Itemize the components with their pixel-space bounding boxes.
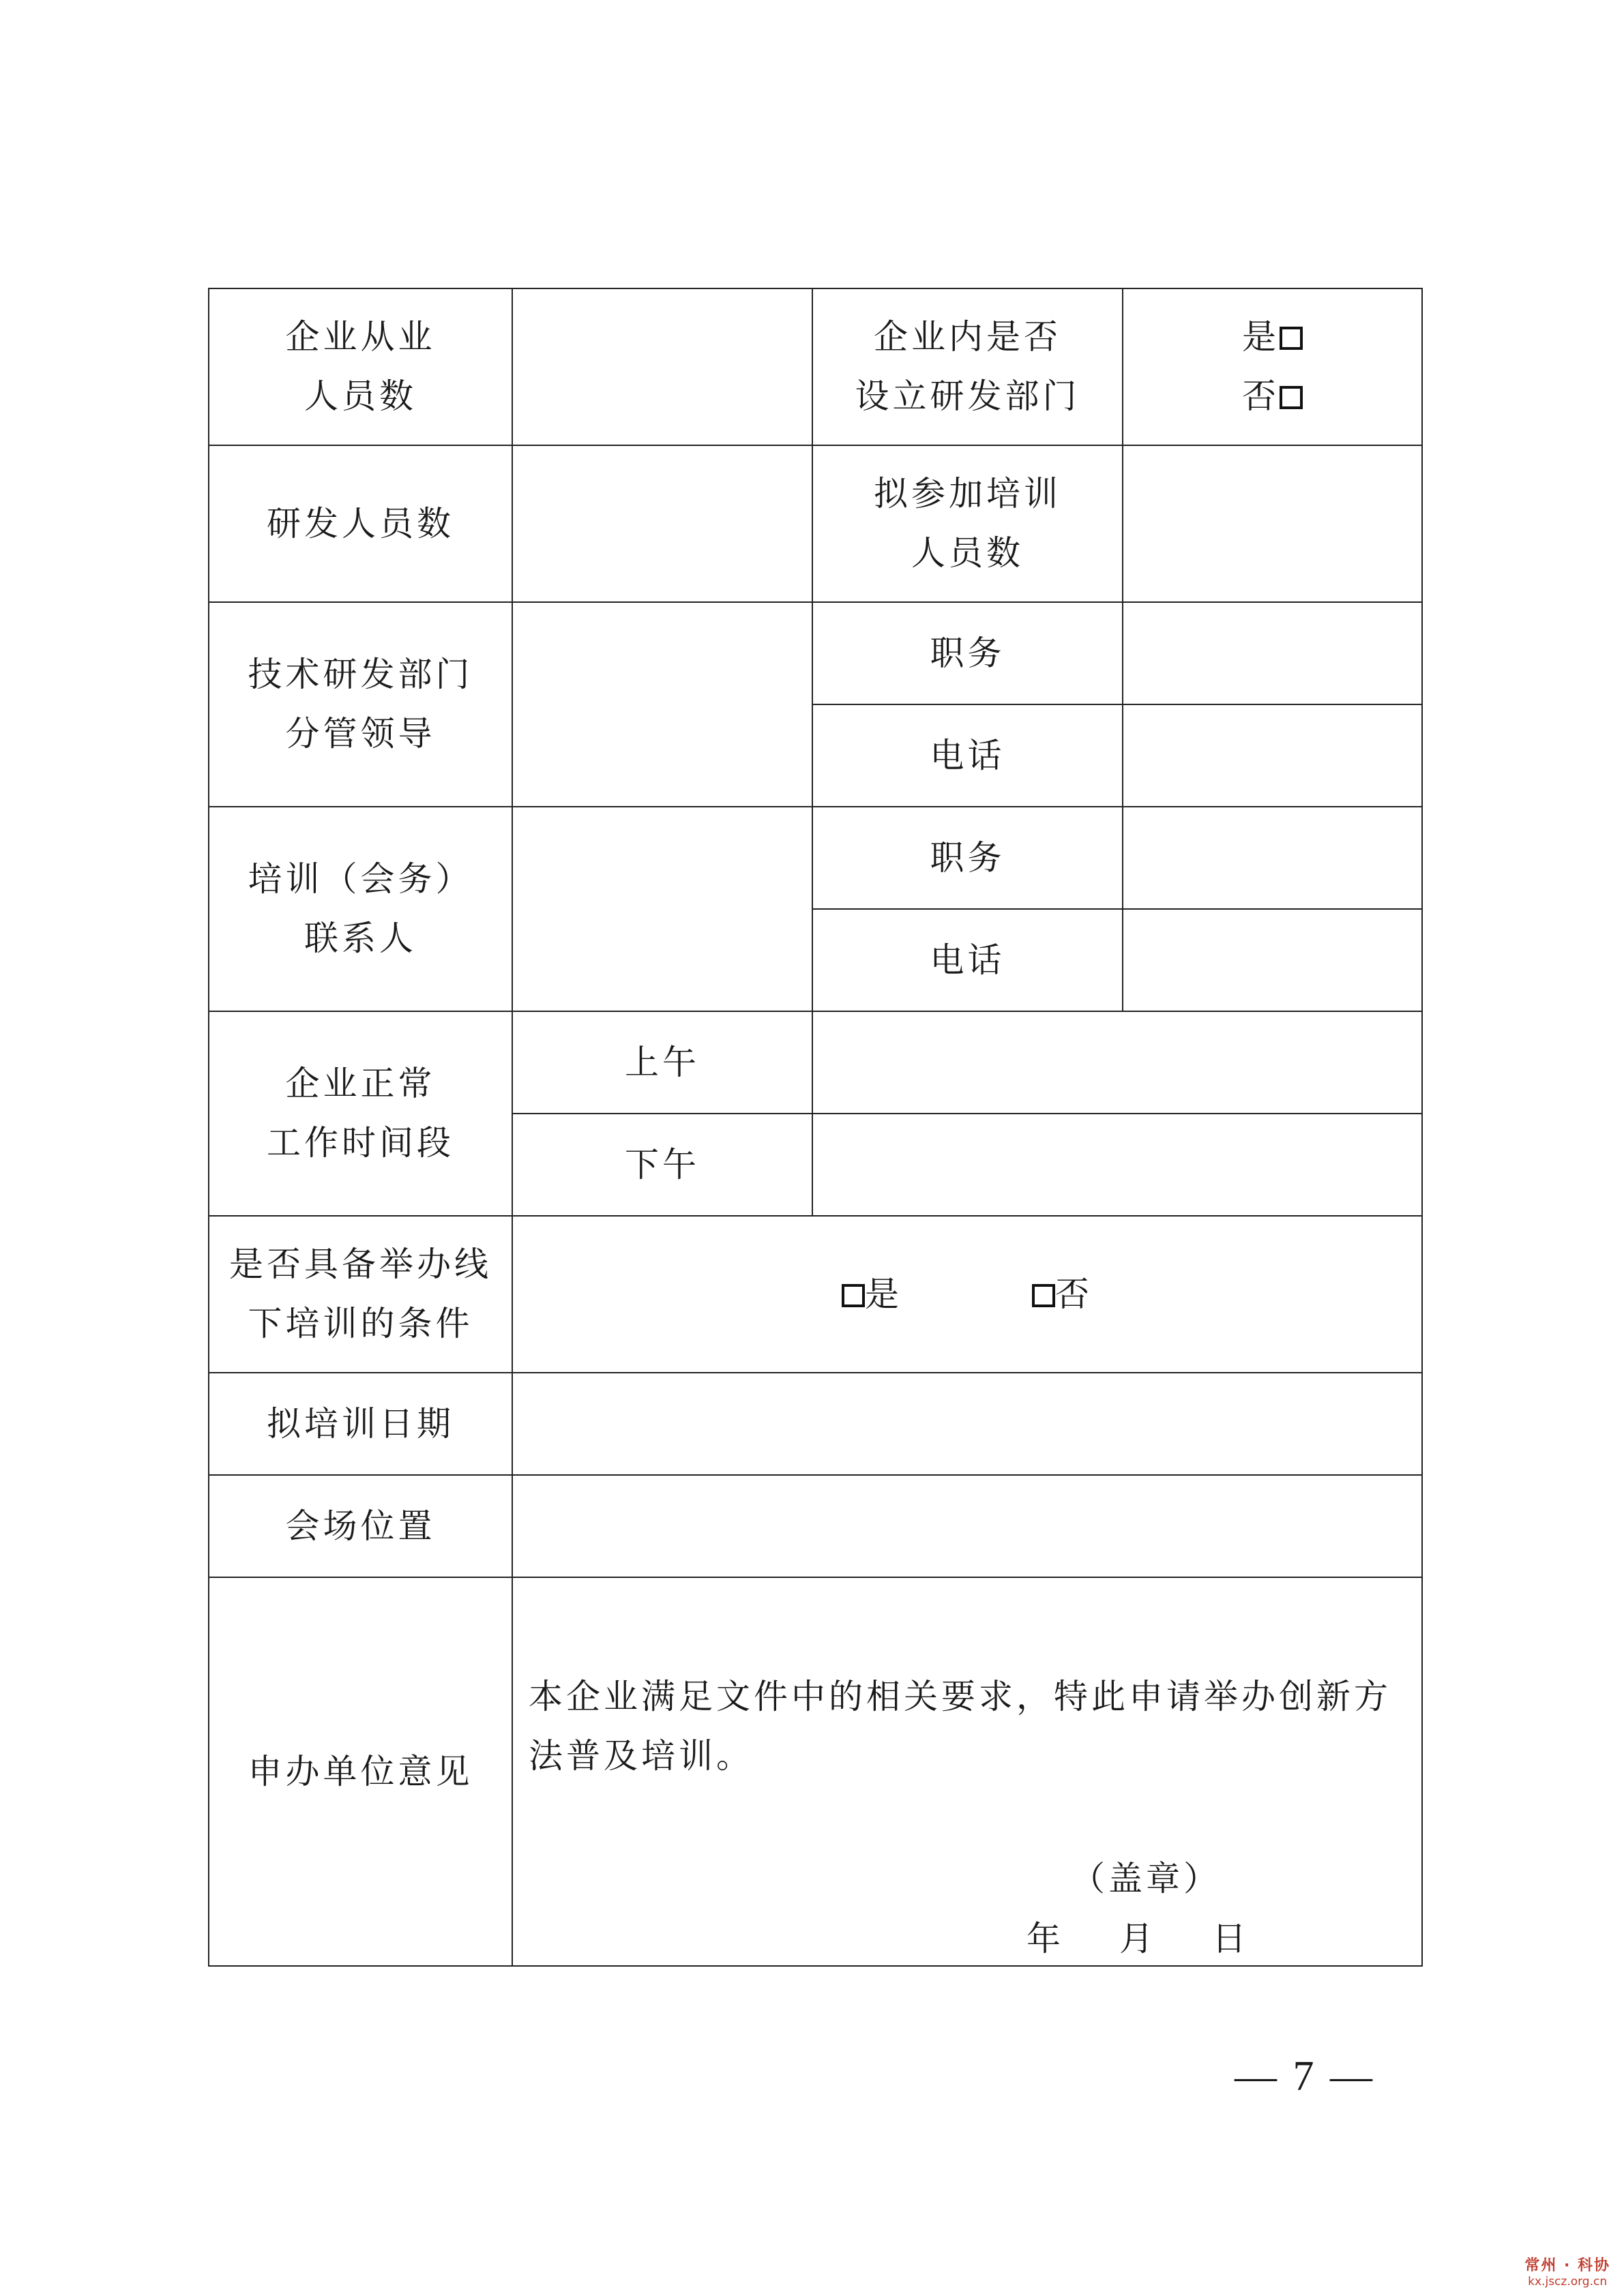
no-label: 否 [1242,376,1280,416]
label-contact-position: 职务 [812,807,1123,909]
label-venue: 会场位置 [209,1475,512,1577]
offline-yes-checkbox[interactable] [842,1284,865,1307]
label-afternoon: 下午 [512,1114,812,1216]
contact-position-field[interactable] [1123,807,1422,909]
label-rd-department: 企业内是否 设立研发部门 [812,288,1123,445]
watermark-title: 常州 · 科协 [1524,2257,1610,2274]
rd-leader-position-field[interactable] [1123,602,1422,704]
label-contact-phone: 电话 [812,909,1123,1011]
yes-label: 是 [1242,317,1280,357]
label-applicant-opinion: 申办单位意见 [209,1577,512,1966]
rd-department-choice [1123,288,1422,445]
row-work-hours-am [209,1011,1422,1114]
label-offline-conditions: 是否具备举办线 下培训的条件 [209,1216,512,1373]
month-label: 月 [1119,1919,1153,1958]
label-morning: 上午 [512,1011,812,1114]
rd-leader-name-field[interactable] [512,602,812,807]
employee-count-field[interactable] [512,288,812,445]
opinion-statement: 本企业满足文件中的相关要求，特此申请举办创新方 法普及培训。 [529,1677,1391,1776]
page-number: — 7 — [1235,2053,1375,2100]
training-contact-name-field[interactable] [512,807,812,1011]
label-trainee-count: 拟参加培训 人员数 [812,445,1123,602]
trainee-count-field[interactable] [1123,445,1422,602]
seal-label: （盖章） [1071,1859,1221,1898]
label-employee-count: 企业从业 人员数 [209,288,512,445]
watermark-url: kx.jscz.org.cn [1528,2275,1608,2288]
offline-no-checkbox[interactable] [1032,1284,1055,1307]
label-rd-leader: 技术研发部门 分管领导 [209,602,512,807]
rd-leader-phone-field[interactable] [1123,704,1422,807]
offline-no-label: 否 [1055,1274,1093,1314]
watermark [1524,2254,1610,2288]
label-rd-leader-position: 职务 [812,602,1123,704]
offline-conditions-choice [512,1216,1422,1373]
training-date-field[interactable] [512,1373,1422,1475]
row-rd-leader-position [209,602,1422,704]
row-training-date [209,1373,1422,1475]
label-training-contact: 培训（会务） 联系人 [209,807,512,1011]
venue-field[interactable] [512,1475,1422,1577]
label-training-date: 拟培训日期 [209,1373,512,1475]
no-checkbox[interactable] [1280,386,1303,409]
contact-phone-field[interactable] [1123,909,1422,1011]
rd-staff-count-field[interactable] [512,445,812,602]
day-label: 日 [1212,1919,1246,1958]
signature-date [1027,1909,1246,1969]
row-offline-conditions [209,1216,1422,1373]
afternoon-hours-field[interactable] [812,1114,1422,1216]
row-employee-count [209,288,1422,445]
year-label: 年 [1027,1919,1061,1958]
yes-checkbox[interactable] [1280,327,1303,350]
offline-yes-label: 是 [865,1274,902,1314]
label-rd-staff-count: 研发人员数 [209,445,512,602]
label-rd-leader-phone: 电话 [812,704,1123,807]
label-work-hours: 企业正常 工作时间段 [209,1011,512,1216]
row-rd-staff [209,445,1422,602]
morning-hours-field[interactable] [812,1011,1422,1114]
row-contact-position [209,807,1422,909]
row-venue [209,1475,1422,1577]
